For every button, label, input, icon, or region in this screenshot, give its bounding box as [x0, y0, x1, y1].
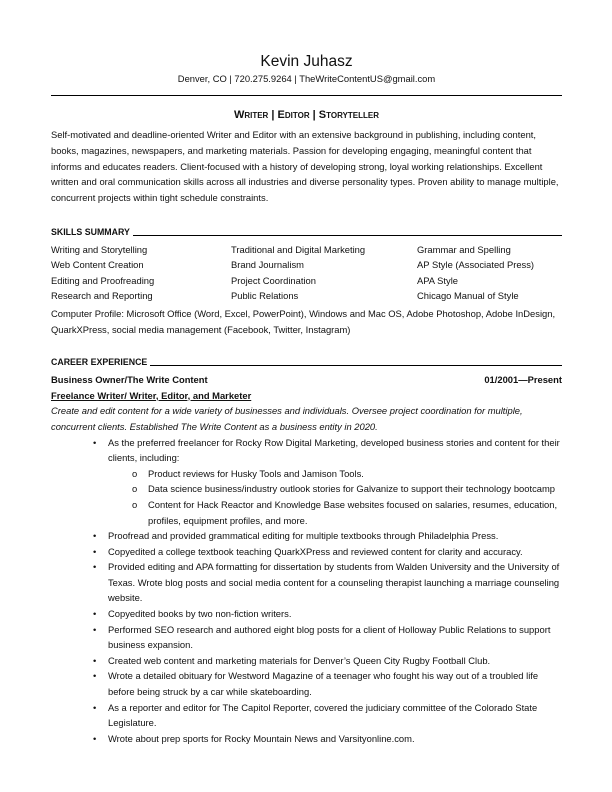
career-heading-text: CAREER EXPERIENCE [51, 356, 148, 367]
skill-item: AP Style (Associated Press) [417, 259, 535, 271]
skills-section-heading [51, 226, 562, 238]
career-section-heading [51, 356, 562, 368]
bullet-text: Data science business/industry outlook stories for Galvanize to support their technology bootcamp [148, 483, 555, 495]
bullet-icon: • [93, 436, 97, 448]
job-description: Create and edit content for a wide variety of businesses and individuals. Oversee project coordination for multiple, concurrent clients. Established The Write Content as a business entity in 2020. [51, 405, 523, 432]
skill-item: Traditional and Digital Marketing [231, 243, 366, 255]
sub-bullets [108, 466, 562, 528]
sub-bullet-icon: o [132, 467, 138, 479]
skill-item: Project Coordination [231, 274, 316, 286]
list-item [51, 497, 562, 528]
bullet-icon: • [93, 732, 97, 744]
bullet-text: As the preferred freelancer for Rocky Row Digital Marketing, developed business stories and content for their clients, including: [108, 436, 560, 464]
skills-heading-text: SKILLS SUMMARY [51, 226, 130, 237]
skill-item: Brand Journalism [231, 259, 304, 271]
job-header [51, 372, 562, 388]
skill-item: Writing and Storytelling [51, 243, 148, 255]
bullet-icon: • [93, 654, 97, 666]
list-item [51, 544, 562, 560]
bullet-text: Proofread and provided grammatical editing for multiple textbooks through Philadelphia Press. [108, 530, 499, 542]
list-item [51, 606, 562, 622]
job-role: Freelance Writer/ Writer, Editor, and Marketer [51, 389, 252, 401]
list-item [51, 653, 562, 669]
list-item [51, 466, 562, 482]
bullet-text: Wrote a detailed obituary for Westword Magazine of a teenager who fought his way out of a troubled life before being struck by a car while skateboarding. [108, 670, 539, 698]
bullet-text: Copyedited a college textbook teaching QuarkXPress and reviewed content for clarity and accuracy. [108, 545, 523, 557]
header-divider [51, 95, 562, 96]
bullet-icon: • [93, 545, 97, 557]
candidate-name: Kevin Juhasz [260, 53, 353, 70]
bullet-icon: • [93, 561, 97, 573]
bullet-text: Content for Hack Reactor and Knowledge Base websites focused on salaries, resumes, education, profiles, equipment profiles, and more. [148, 498, 558, 526]
job-bullets [51, 435, 562, 747]
skills-grid [51, 242, 562, 303]
skill-item: Research and Reporting [51, 289, 153, 301]
bullet-icon: • [93, 530, 97, 542]
skill-item: Grammar and Spelling [417, 243, 511, 255]
skill-item: Chicago Manual of Style [417, 289, 519, 301]
list-item [51, 731, 562, 747]
bullet-icon: • [93, 608, 97, 620]
bullet-text: Product reviews for Husky Tools and Jamison Tools. [148, 467, 364, 479]
list-item [51, 668, 562, 699]
skill-item: Editing and Proofreading [51, 274, 155, 286]
sub-bullet-icon: o [132, 483, 138, 495]
bullet-text: As a reporter and editor for The Capitol Reporter, covered the judiciary committee of the Colorado State Legislature. [108, 701, 538, 729]
sub-bullet-icon: o [132, 498, 138, 510]
bullet-icon: • [93, 670, 97, 682]
list-item [51, 559, 562, 606]
bullet-icon: • [93, 623, 97, 635]
summary-paragraph: Self-motivated and deadline-oriented Writer and Editor with an extensive background in publishing, including content, books, magazines, newspapers, and marketing materials. Passion for developing engaging, meaningful content that informs and educates readers. Client-focused with a history of developing strong, loyal working relationships. Excellent written and oral communication skills across all industries and diverse personality types. Proven ability to manage multiple, concurrent projects within tight schedule constraints. [51, 129, 559, 204]
resume-page [51, 52, 562, 746]
list-item [51, 528, 562, 544]
bullet-text: Copyedited books by two non-fiction writers. [108, 608, 292, 620]
list-item [51, 435, 562, 529]
job-employer: Business Owner/The Write Content [51, 373, 208, 385]
skill-item: Public Relations [231, 289, 299, 301]
bullet-icon: • [93, 701, 97, 713]
list-item [51, 622, 562, 653]
bullet-text: Provided editing and APA formatting for dissertation by students from Walden University and the University of Texas. Wrote blog posts and social media content for a counseling therapist launching a marriage counseling website. [108, 561, 560, 604]
section-rule [150, 365, 562, 366]
job-dates: 01/2001—Present [484, 373, 562, 385]
list-item [51, 481, 562, 497]
bullet-text: Performed SEO research and authored eight blog posts for a client of Holloway Public Relations to support business expansion. [108, 623, 551, 651]
headline-title: Writer | Editor | Storyteller [233, 109, 380, 121]
list-item [51, 700, 562, 731]
computer-profile: Computer Profile: Microsoft Office (Word, Excel, PowerPoint), Windows and Mac OS, Adobe Photoshop, Adobe InDesign, QuarkXPress, social media management (Facebook, Twitter, Instagram) [51, 308, 556, 335]
bullet-text: Created web content and marketing materials for Denver’s Queen City Rugby Football Club. [108, 654, 491, 666]
bullet-text: Wrote about prep sports for Rocky Mountain News and Varsityonline.com. [108, 732, 415, 744]
section-rule [133, 235, 562, 236]
skill-item: Web Content Creation [51, 259, 144, 271]
contact-info: Denver, CO | 720.275.9264 | TheWriteContentUS@gmail.com [177, 73, 436, 84]
skill-item: APA Style [417, 274, 458, 286]
